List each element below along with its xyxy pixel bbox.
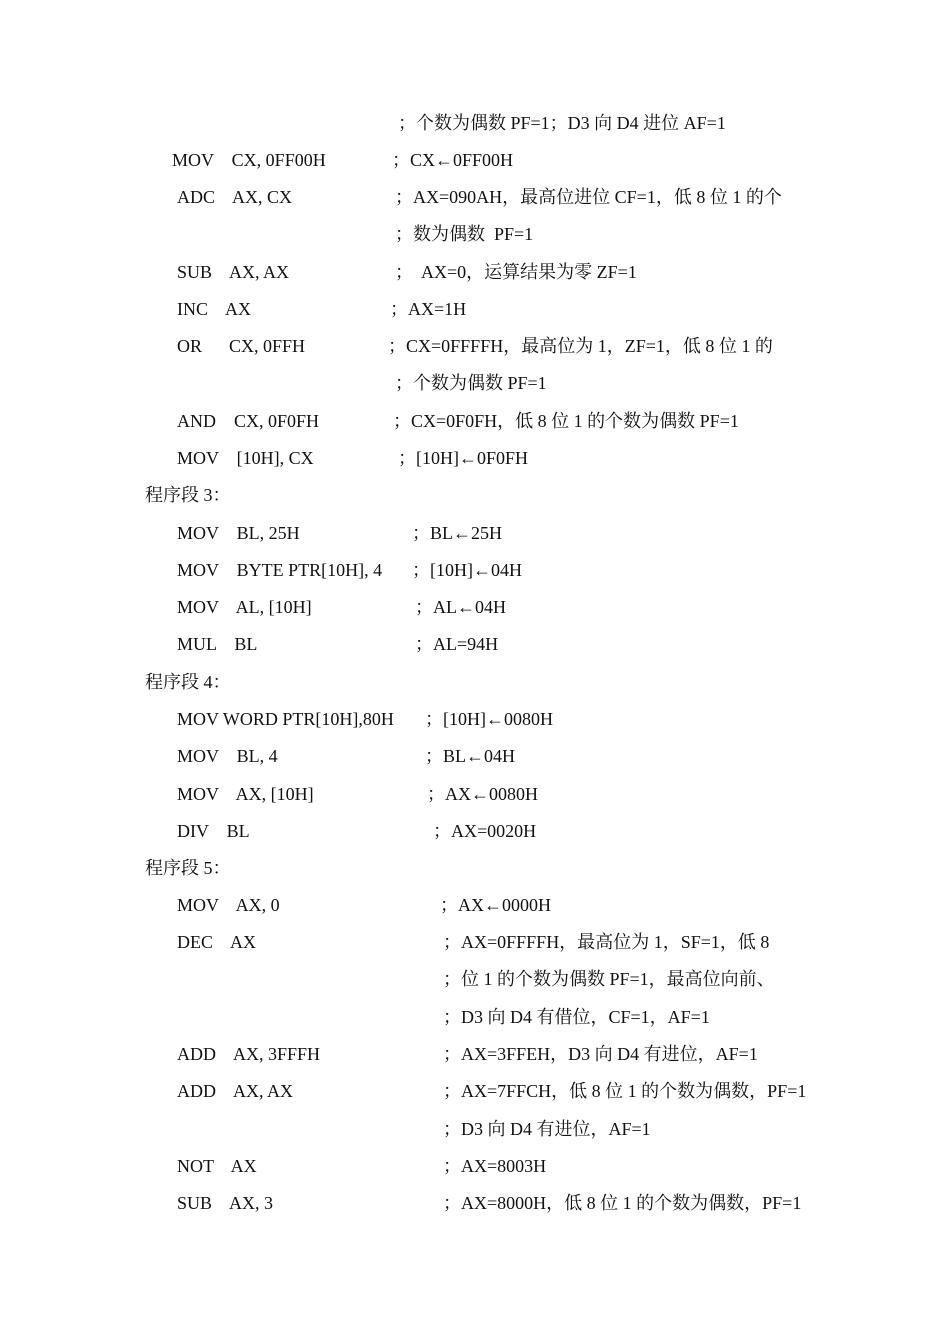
code-instruction: SUB AX, AX — [177, 262, 290, 282]
code-comment: ；AX=3FFEH，D3 向 D4 有进位，AF=1 — [443, 1044, 758, 1064]
code-instruction: ADD AX, AX — [177, 1081, 294, 1101]
code-comment: ；[10H]←0080H — [425, 709, 553, 729]
code-comment: ；AX=090AH，最高位进位 CF=1，低 8 位 1 的个 — [395, 187, 782, 207]
code-comment: ；AX=0020H — [433, 821, 537, 841]
code-comment: ；AL=94H — [415, 634, 499, 654]
code-instruction: MOV CX, 0FF00H — [172, 150, 326, 170]
code-comment: ；AX←0080H — [427, 784, 538, 804]
code-instruction: ADD AX, 3FFFH — [177, 1044, 321, 1064]
code-instruction: MOV BL, 25H — [177, 523, 300, 543]
code-comment: ；数为偶数 PF=1 — [395, 224, 534, 244]
code-instruction: DEC AX — [177, 932, 257, 952]
code-comment: ； AX=0，运算结果为零 ZF=1 — [395, 262, 637, 282]
code-instruction: NOT AX — [177, 1156, 257, 1176]
code-comment: ；AL←04H — [415, 597, 506, 617]
code-instruction: MOV AL, [10H] — [177, 597, 312, 617]
section-heading: 程序段 3： — [145, 485, 231, 505]
code-comment: ；个数为偶数 PF=1 — [395, 373, 547, 393]
code-instruction: DIV BL — [177, 821, 250, 841]
code-instruction: MOV BL, 4 — [177, 746, 278, 766]
code-instruction: MUL BL — [177, 634, 258, 654]
code-instruction: AND CX, 0F0FH — [177, 411, 320, 431]
code-instruction: ADC AX, CX — [177, 187, 293, 207]
code-instruction: MOV AX, 0 — [177, 895, 280, 915]
code-comment: ；个数为偶数 PF=1；D3 向 D4 进位 AF=1 — [398, 113, 726, 133]
code-instruction: SUB AX, 3 — [177, 1193, 274, 1213]
section-heading: 程序段 4： — [145, 672, 231, 692]
code-comment: ；CX=0FFFFH，最高位为 1，ZF=1，低 8 位 1 的 — [388, 336, 773, 356]
code-comment: ；AX=0FFFFH，最高位为 1，SF=1，低 8 — [443, 932, 770, 952]
code-comment: ；[10H]←04H — [412, 560, 522, 580]
section-heading: 程序段 5： — [145, 858, 231, 878]
code-comment: ；位 1 的个数为偶数 PF=1，最高位向前、 — [443, 969, 775, 989]
code-instruction: OR CX, 0FFH — [177, 336, 306, 356]
code-comment: ；AX=7FFCH，低 8 位 1 的个数为偶数，PF=1 — [443, 1081, 807, 1101]
code-instruction: MOV BYTE PTR[10H], 4 — [177, 560, 383, 580]
code-comment: ；AX=8003H — [443, 1156, 547, 1176]
code-instruction: MOV WORD PTR[10H],80H — [177, 709, 394, 729]
code-comment: ；D3 向 D4 有借位，CF=1，AF=1 — [443, 1007, 710, 1027]
code-comment: ；D3 向 D4 有进位，AF=1 — [443, 1119, 651, 1139]
code-comment: ；CX←0FF00H — [392, 150, 514, 170]
code-instruction: INC AX — [177, 299, 252, 319]
code-comment: ；AX←0000H — [440, 895, 551, 915]
code-instruction: MOV AX, [10H] — [177, 784, 314, 804]
code-comment: ；BL←25H — [412, 523, 502, 543]
code-comment: ；AX=8000H，低 8 位 1 的个数为偶数，PF=1 — [443, 1193, 802, 1213]
code-comment: ；[10H]←0F0FH — [398, 448, 529, 468]
code-comment: ；CX=0F0FH，低 8 位 1 的个数为偶数 PF=1 — [393, 411, 739, 431]
code-instruction: MOV [10H], CX — [177, 448, 314, 468]
code-comment: ；BL←04H — [425, 746, 515, 766]
code-comment: ；AX=1H — [390, 299, 467, 319]
